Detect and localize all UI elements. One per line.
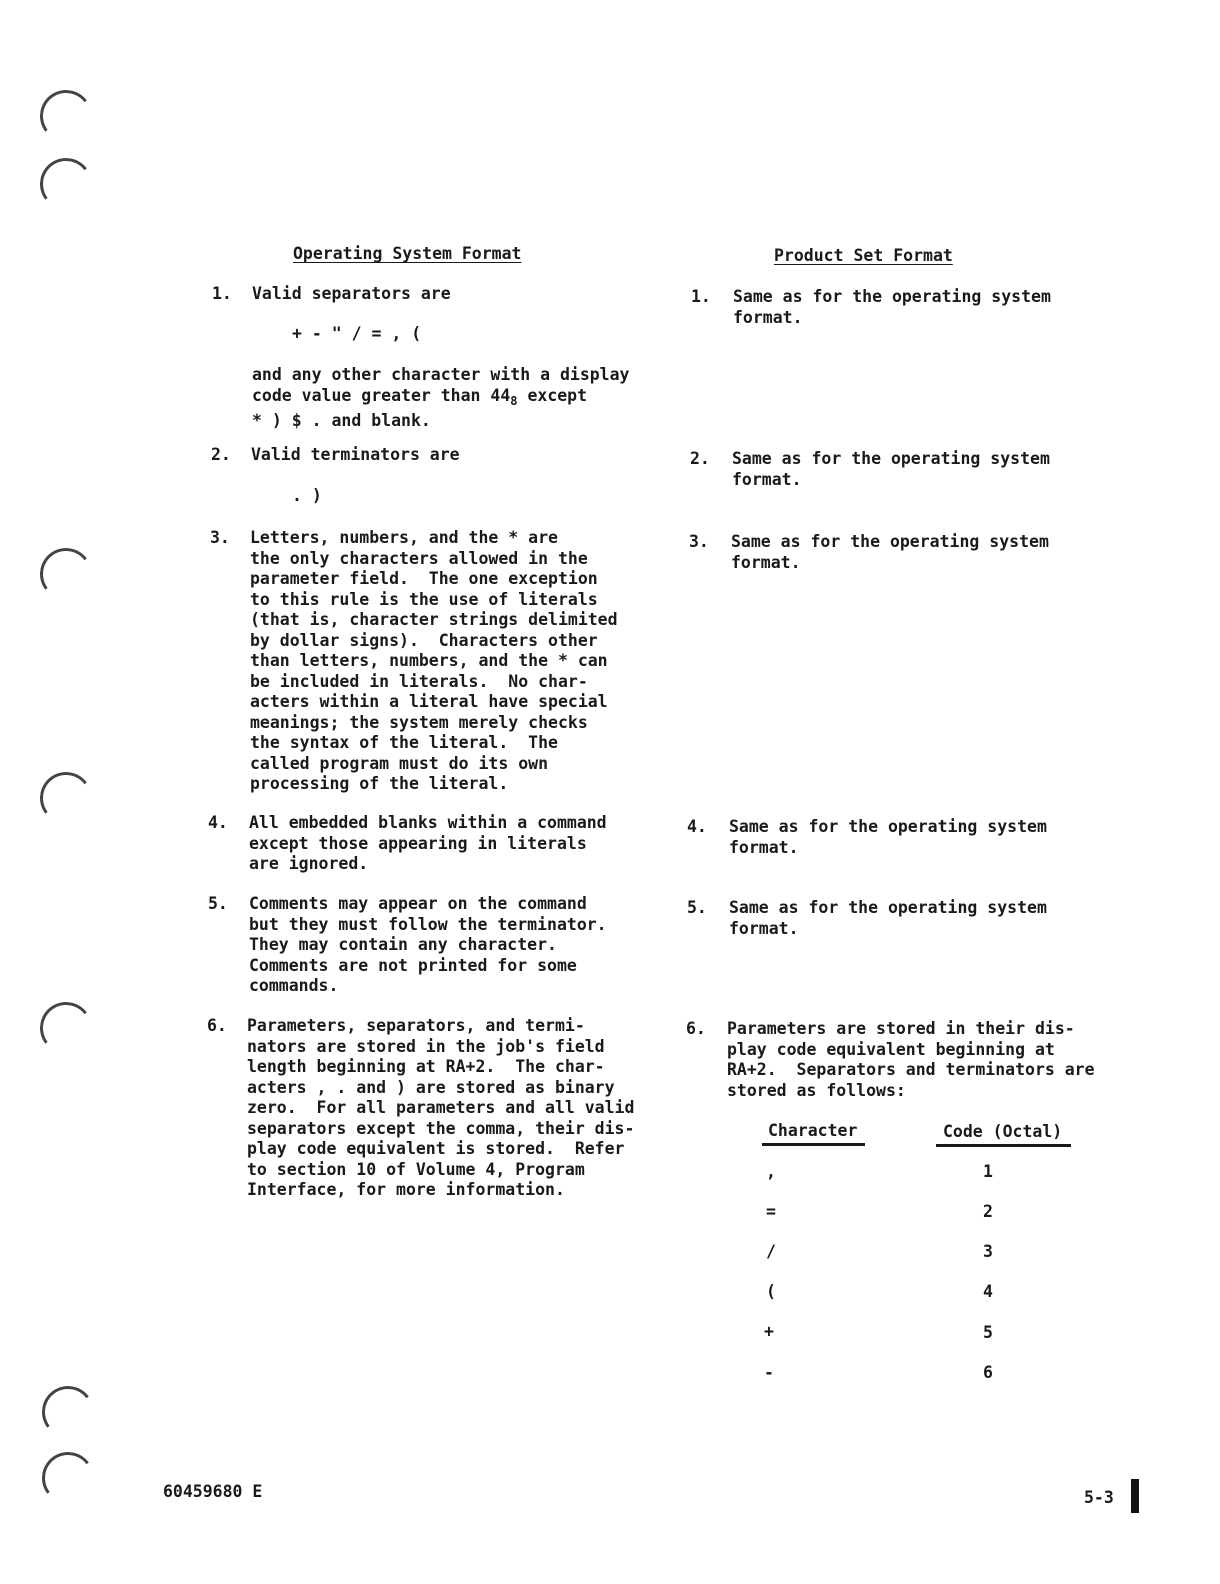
text-line: commands. xyxy=(249,976,339,995)
text-line: meanings; the system merely checks xyxy=(250,712,588,732)
left-item-1-tail xyxy=(252,365,630,432)
left-item-3 xyxy=(250,528,618,795)
binder-hole-mark xyxy=(39,1383,98,1442)
right-item-3 xyxy=(731,532,1049,573)
text-line: format. xyxy=(729,918,799,938)
item-number: 6. xyxy=(686,1019,706,1038)
table-header-rule xyxy=(936,1144,1071,1147)
text-line: Same as for the operating system xyxy=(733,287,1051,306)
right-column-header: Product Set Format xyxy=(774,246,953,265)
text-line: except those appearing in literals xyxy=(249,833,587,853)
text-line: Comments may appear on the command xyxy=(249,894,587,913)
page-number: 5-3 xyxy=(1084,1488,1114,1507)
binder-hole-mark xyxy=(37,545,96,604)
binder-hole-mark xyxy=(37,769,96,828)
table-cell-code: 5 xyxy=(983,1323,993,1342)
text-line xyxy=(252,386,630,412)
left-column-header: Operating System Format xyxy=(293,244,522,263)
table-header-code: Code (Octal) xyxy=(943,1122,1063,1141)
text-line: All embedded blanks within a command xyxy=(249,813,607,832)
item-number: 5. xyxy=(208,894,228,913)
table-cell-code: 6 xyxy=(983,1363,993,1382)
text-line: length beginning at RA+2. The char- xyxy=(247,1057,605,1076)
item-number: 6. xyxy=(207,1016,227,1035)
text-line: zero. For all parameters and all valid xyxy=(247,1098,635,1117)
table-cell-character: = xyxy=(766,1202,776,1221)
table-cell-code: 4 xyxy=(983,1282,993,1301)
binder-hole-mark xyxy=(39,1449,98,1508)
text-line: acters , . and ) are stored as binary xyxy=(247,1077,615,1097)
item-number: 4. xyxy=(208,813,228,832)
text-line: the only characters allowed in the xyxy=(250,548,588,568)
text-line: Same as for the operating system xyxy=(729,817,1047,836)
text-line: RA+2. Separators and terminators are xyxy=(727,1060,1095,1079)
text-line: format. xyxy=(731,552,801,572)
item-number: 3. xyxy=(689,532,709,551)
text-line: format. xyxy=(732,469,802,489)
text-line: Parameters, separators, and termi- xyxy=(247,1016,585,1035)
text-line: * ) $ . and blank. xyxy=(252,411,431,430)
text-line: Letters, numbers, and the * are xyxy=(250,528,558,547)
text-line: the syntax of the literal. The xyxy=(250,733,558,752)
table-header-character: Character xyxy=(768,1121,858,1140)
text-line: Valid terminators are xyxy=(251,445,460,464)
left-item-4 xyxy=(249,813,607,875)
right-item-5 xyxy=(729,898,1047,939)
text-line: to section 10 of Volume 4, Program xyxy=(247,1159,585,1179)
text-line: They may contain any character. xyxy=(249,935,557,954)
table-cell-code: 3 xyxy=(983,1242,993,1261)
table-cell-code: 1 xyxy=(983,1162,993,1181)
left-item-2 xyxy=(251,445,460,466)
left-item-1 xyxy=(252,284,451,305)
text-line: and any other character with a display xyxy=(252,365,630,384)
binder-hole-mark xyxy=(37,155,96,214)
text-line: be included in literals. No char- xyxy=(250,671,588,691)
item-number: 2. xyxy=(211,445,231,464)
text-line: Same as for the operating system xyxy=(732,449,1050,468)
text-line: parameter field. The one exception xyxy=(250,569,598,588)
item-number: 2. xyxy=(690,449,710,468)
text-line: Same as for the operating system xyxy=(729,898,1047,917)
text-line: Same as for the operating system xyxy=(731,532,1049,551)
document-number: 60459680 E xyxy=(163,1482,263,1501)
text-line: Interface, for more information. xyxy=(247,1180,565,1199)
text-line: stored as follows: xyxy=(727,1080,906,1100)
text-line: processing of the literal. xyxy=(250,774,509,793)
text-line: Parameters are stored in their dis- xyxy=(727,1019,1075,1038)
text-line: acters within a literal have special xyxy=(250,692,608,711)
table-cell-character: , xyxy=(766,1162,776,1181)
right-item-1 xyxy=(733,287,1051,328)
text-line: nators are stored in the job's field xyxy=(247,1036,605,1056)
binder-hole-mark xyxy=(37,999,96,1058)
text-line: are ignored. xyxy=(249,854,369,873)
text-line: to this rule is the use of literals xyxy=(250,589,598,609)
text-line: play code equivalent beginning at xyxy=(727,1039,1055,1059)
text-line: format. xyxy=(733,307,803,327)
text-fragment: code value greater than 44 xyxy=(252,385,511,405)
table-cell-character: / xyxy=(766,1242,776,1261)
change-bar xyxy=(1131,1479,1139,1513)
text-line: format. xyxy=(729,837,799,857)
binder-hole-mark xyxy=(37,87,96,146)
item-number: 4. xyxy=(687,817,707,836)
item-number: 1. xyxy=(691,287,711,306)
table-cell-code: 2 xyxy=(983,1202,993,1221)
item-number: 1. xyxy=(212,284,232,303)
item-number: 3. xyxy=(210,528,230,547)
text-line: but they must follow the terminator. xyxy=(249,914,607,934)
text-line: (that is, character strings delimited xyxy=(250,610,618,629)
text-line: called program must do its own xyxy=(250,753,549,773)
text-line: Comments are not printed for some xyxy=(249,955,577,975)
table-cell-character: ( xyxy=(766,1282,776,1301)
text-line: than letters, numbers, and the * can xyxy=(250,651,608,670)
table-header-rule xyxy=(762,1143,865,1146)
text-line: Valid separators are xyxy=(252,284,451,303)
text-line: play code equivalent is stored. Refer xyxy=(247,1139,625,1158)
subscript: 8 xyxy=(510,393,518,408)
left-item-5 xyxy=(249,894,607,997)
right-item-2 xyxy=(732,449,1050,490)
text-line: separators except the comma, their dis- xyxy=(247,1118,635,1138)
text-line: by dollar signs). Characters other xyxy=(250,630,598,650)
left-item-6 xyxy=(247,1016,634,1201)
text-fragment: except xyxy=(517,385,588,405)
table-cell-character: - xyxy=(764,1363,774,1382)
right-item-6 xyxy=(727,1019,1095,1101)
terminator-symbols: . ) xyxy=(292,486,322,505)
separator-symbols: + - " / = , ( xyxy=(292,324,422,343)
right-item-4 xyxy=(729,817,1047,858)
item-number: 5. xyxy=(687,898,707,917)
table-cell-character: + xyxy=(764,1322,774,1341)
